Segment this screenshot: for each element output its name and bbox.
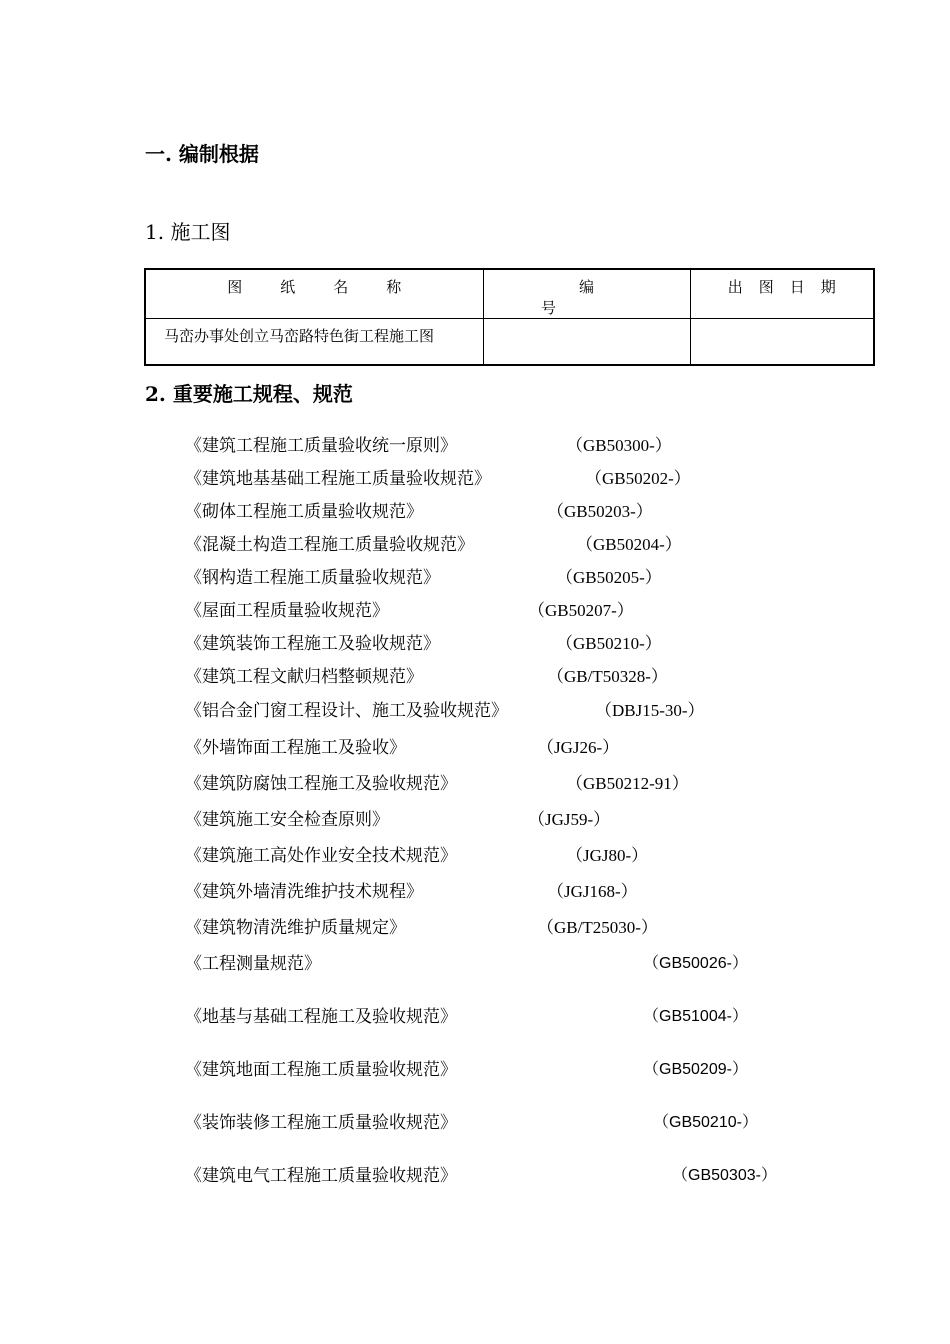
standard-code: （GB50026-） bbox=[643, 955, 748, 972]
standard-code: （GB50203-） bbox=[547, 502, 653, 521]
standard-title: 《建筑外墙清洗维护技术规程》 bbox=[185, 882, 423, 902]
standard-title: 《建筑电气工程施工质量验收规范》 bbox=[185, 1166, 457, 1186]
standard-code: （GB50204-） bbox=[576, 535, 682, 554]
standard-code: （GB50202-） bbox=[585, 469, 691, 488]
standard-code: （GB50205-） bbox=[556, 568, 662, 587]
standard-code: （GB50210-） bbox=[653, 1114, 758, 1131]
column-header-issue-date: 出图日期 bbox=[690, 269, 874, 319]
standard-code: （GB50209-） bbox=[643, 1061, 748, 1078]
standard-code: （GB/T25030-） bbox=[537, 918, 658, 937]
section-heading-basis: 一. 编制根据 bbox=[145, 142, 259, 166]
column-header-number: 编号 bbox=[483, 269, 690, 319]
standard-code: （JGJ26-） bbox=[537, 738, 620, 757]
subsection-heading-standards: 2. 重要施工规程、规范 bbox=[145, 382, 353, 406]
standard-code: （GB50300-） bbox=[566, 436, 672, 455]
standard-title: 《工程测量规范》 bbox=[185, 954, 321, 974]
standard-title: 《建筑工程施工质量验收统一原则》 bbox=[185, 436, 457, 456]
standard-title: 《建筑物清洗维护质量规定》 bbox=[185, 918, 406, 938]
standard-title: 《外墙饰面工程施工及验收》 bbox=[185, 738, 406, 758]
standard-title: 《混凝土构造工程施工质量验收规范》 bbox=[185, 535, 474, 555]
standard-code: （GB50212-91） bbox=[566, 774, 689, 793]
subsection-heading-drawings: 1. 施工图 bbox=[145, 220, 231, 244]
standard-title: 《砌体工程施工质量验收规范》 bbox=[185, 502, 423, 522]
table-cell-drawing-name: 马峦办事处创立马峦路特色街工程施工图 bbox=[145, 319, 483, 365]
standard-code: （DBJ15-30-） bbox=[595, 701, 705, 720]
drawings-table bbox=[144, 268, 875, 366]
standard-title: 《建筑施工高处作业安全技术规范》 bbox=[185, 846, 457, 866]
standard-code: （JGJ59-） bbox=[528, 810, 611, 829]
table-header-row bbox=[145, 269, 874, 319]
standard-title: 《建筑地基基础工程施工质量验收规范》 bbox=[185, 469, 491, 489]
table-cell-issue-date bbox=[690, 319, 874, 365]
standard-code: （JGJ168-） bbox=[547, 882, 638, 901]
standard-title: 《建筑工程文献归档整顿规范》 bbox=[185, 667, 423, 687]
standard-title: 《地基与基础工程施工及验收规范》 bbox=[185, 1007, 457, 1027]
standard-code: （GB50210-） bbox=[556, 634, 662, 653]
standard-title: 《铝合金门窗工程设计、施工及验收规范》 bbox=[185, 701, 508, 721]
standard-code: （GB50303-） bbox=[672, 1167, 777, 1184]
standard-title: 《建筑防腐蚀工程施工及验收规范》 bbox=[185, 774, 457, 794]
standard-title: 《钢构造工程施工质量验收规范》 bbox=[185, 568, 440, 588]
table-cell-number bbox=[483, 319, 690, 365]
standard-title: 《屋面工程质量验收规范》 bbox=[185, 601, 389, 621]
table-row bbox=[145, 319, 874, 365]
standard-title: 《装饰装修工程施工质量验收规范》 bbox=[185, 1113, 457, 1133]
standard-title: 《建筑地面工程施工质量验收规范》 bbox=[185, 1060, 457, 1080]
standard-code: （GB/T50328-） bbox=[547, 667, 668, 686]
standard-title: 《建筑装饰工程施工及验收规范》 bbox=[185, 634, 440, 654]
column-header-drawing-name: 图纸名称 bbox=[145, 269, 483, 319]
standard-code: （JGJ80-） bbox=[566, 846, 649, 865]
standard-title: 《建筑施工安全检查原则》 bbox=[185, 810, 389, 830]
standard-code: （GB51004-） bbox=[643, 1008, 748, 1025]
standard-code: （GB50207-） bbox=[528, 601, 634, 620]
